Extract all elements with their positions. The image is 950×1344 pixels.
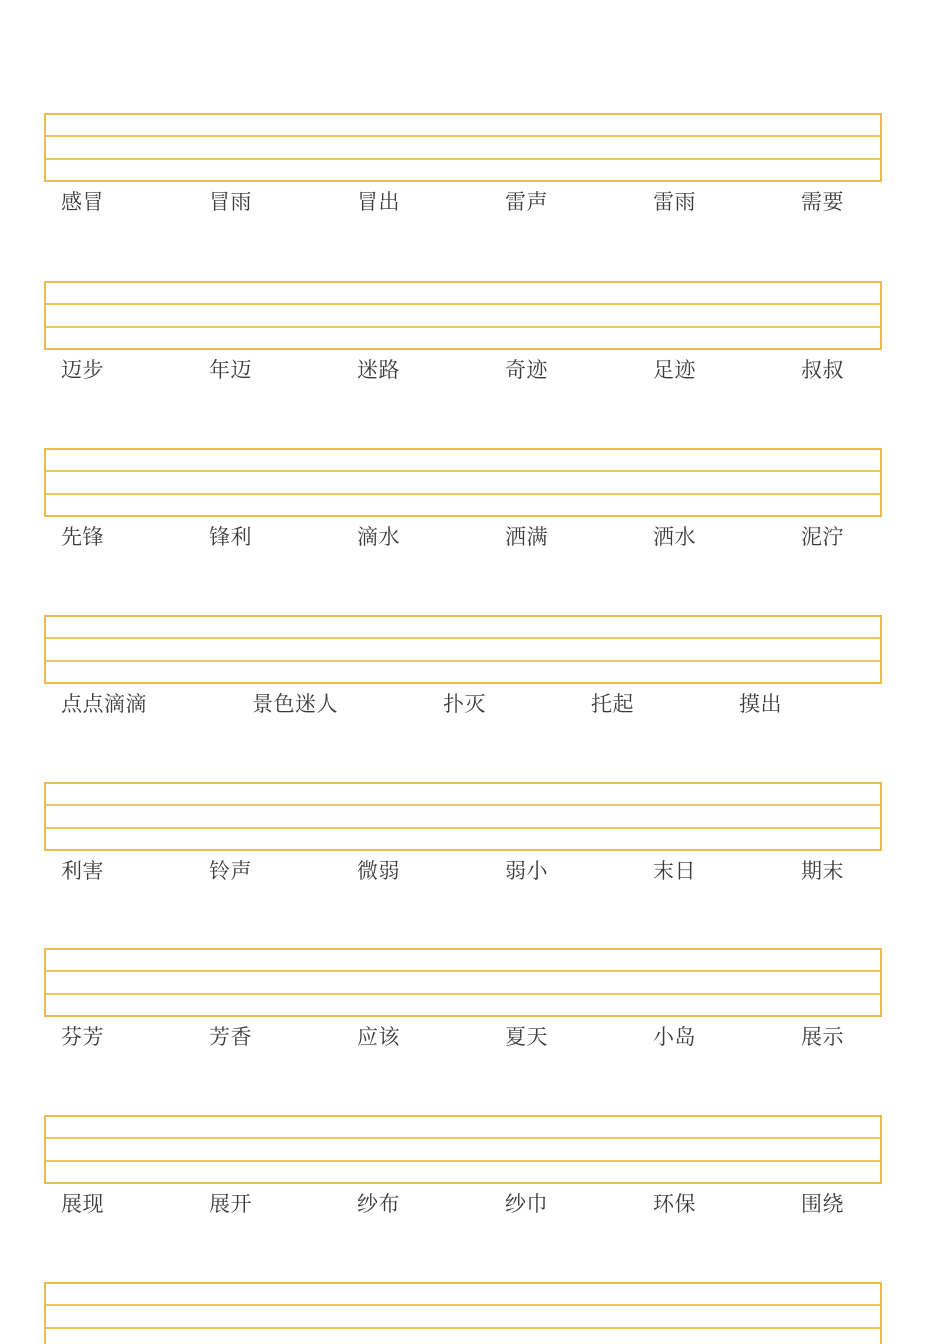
vocab-word: 弱小 [505,859,548,883]
vocab-word: 滴水 [357,525,400,549]
pinyin-writing-grid [44,782,882,851]
vocab-word: 应该 [357,1025,400,1049]
vocab-word: 展示 [801,1025,844,1049]
vocab-word: 芳香 [209,1025,252,1049]
pinyin-writing-grid [44,113,882,182]
vocab-word-row [44,858,882,885]
vocab-word: 展开 [209,1192,252,1216]
pinyin-grid-band-bottom [46,160,880,180]
vocab-word: 雷声 [505,190,548,214]
vocab-word-row [44,189,882,216]
vocab-word: 期末 [801,859,844,883]
vocab-word: 纱巾 [505,1192,548,1216]
worksheet-section [44,782,882,885]
worksheet-section [44,948,882,1051]
vocab-word: 泥泞 [801,525,844,549]
worksheet-section [44,1115,882,1218]
vocab-word: 环保 [653,1192,696,1216]
pinyin-grid-band-bottom [46,495,880,515]
worksheet-section [44,281,882,384]
pinyin-writing-grid [44,948,882,1017]
vocab-word: 叔叔 [801,358,844,382]
vocab-word-row [44,1191,882,1218]
pinyin-writing-grid [44,281,882,350]
vocab-word: 冒雨 [209,190,252,214]
vocab-word: 芬芳 [61,1025,104,1049]
vocab-word: 奇迹 [505,358,548,382]
vocab-word: 需要 [801,190,844,214]
vocab-word: 冒出 [357,190,400,214]
pinyin-grid-band-top [46,617,880,639]
pinyin-writing-grid [44,1282,882,1344]
vocab-word-row [44,357,882,384]
pinyin-writing-grid [44,615,882,684]
pinyin-grid-band-bottom [46,829,880,849]
pinyin-grid-band-middle [46,305,880,327]
pinyin-grid-band-top [46,950,880,972]
vocab-word: 感冒 [61,190,104,214]
vocab-word: 纱布 [357,1192,400,1216]
vocab-word: 洒满 [505,525,548,549]
vocab-word: 展现 [61,1192,104,1216]
vocab-word: 铃声 [209,859,252,883]
pinyin-grid-band-bottom [46,662,880,682]
pinyin-grid-band-middle [46,137,880,159]
pinyin-grid-band-bottom [46,1162,880,1182]
vocab-word: 围绕 [801,1192,844,1216]
pinyin-grid-band-middle [46,1139,880,1161]
pinyin-grid-band-middle [46,639,880,661]
pinyin-grid-band-bottom [46,995,880,1015]
vocab-word-row [44,524,882,551]
vocab-word-row [44,1024,882,1051]
pinyin-grid-band-bottom [46,328,880,348]
pinyin-grid-band-top [46,115,880,137]
vocab-word: 摸出 [739,692,782,716]
worksheet-section [44,448,882,551]
vocab-word: 夏天 [505,1025,548,1049]
vocab-word: 雷雨 [653,190,696,214]
vocab-word: 扑灭 [443,692,486,716]
vocab-word: 迷路 [357,358,400,382]
pinyin-grid-band-top [46,450,880,472]
vocab-word: 托起 [591,692,634,716]
vocab-word: 景色迷人 [252,692,338,716]
vocab-word: 迈步 [61,358,104,382]
pinyin-grid-band-middle [46,806,880,828]
pinyin-grid-band-top [46,1284,880,1306]
vocab-word: 点点滴滴 [61,692,147,716]
pinyin-grid-band-top [46,784,880,806]
vocab-word: 年迈 [209,358,252,382]
worksheet-section [44,113,882,216]
worksheet-section [44,1282,882,1344]
vocab-word: 洒水 [653,525,696,549]
pinyin-writing-grid [44,448,882,517]
vocab-word: 锋利 [209,525,252,549]
vocab-word: 小岛 [653,1025,696,1049]
pinyin-grid-band-bottom [46,1329,880,1344]
vocab-word-row [44,691,882,718]
vocab-word: 先锋 [61,525,104,549]
pinyin-writing-grid [44,1115,882,1184]
pinyin-grid-band-top [46,1117,880,1139]
pinyin-grid-band-middle [46,972,880,994]
vocab-word: 末日 [653,859,696,883]
vocab-word: 微弱 [357,859,400,883]
pinyin-grid-band-middle [46,1306,880,1328]
worksheet-section [44,615,882,718]
vocab-word: 利害 [61,859,104,883]
pinyin-grid-band-middle [46,472,880,494]
pinyin-grid-band-top [46,283,880,305]
vocab-word: 足迹 [653,358,696,382]
